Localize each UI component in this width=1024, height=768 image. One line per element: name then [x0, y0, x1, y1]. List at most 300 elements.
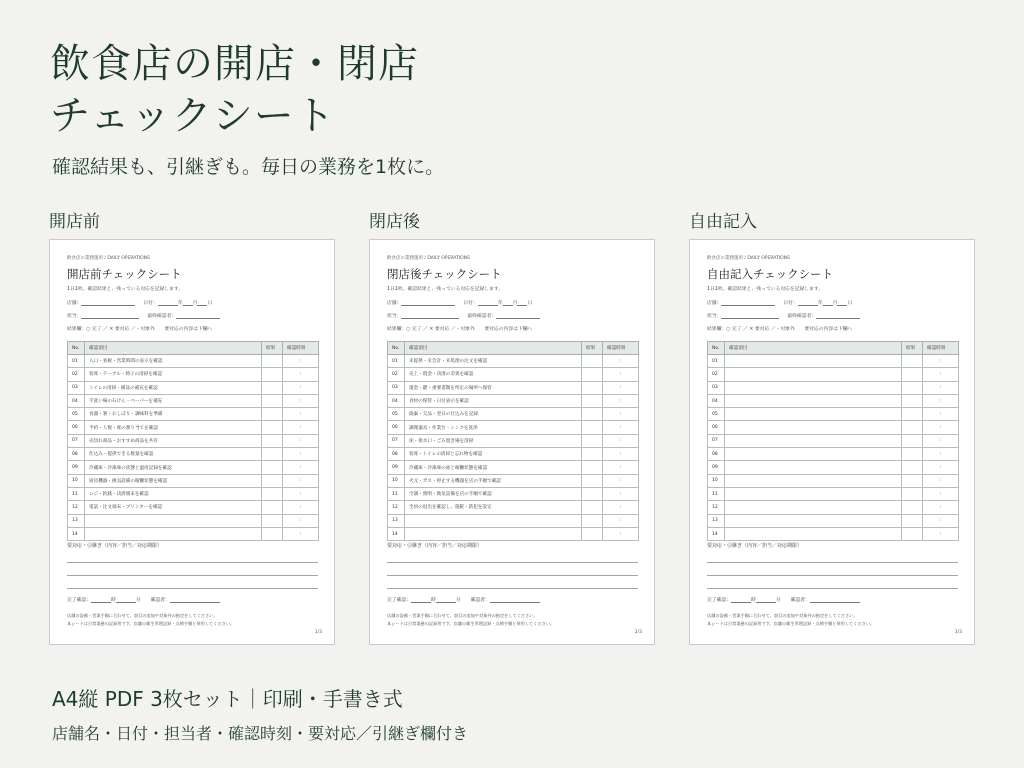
- fill-in-line: [756, 597, 776, 603]
- row-result-cell: [902, 408, 923, 421]
- row-number: 11: [388, 487, 405, 500]
- store-label: 店舗：: [67, 301, 82, 306]
- date-label: 日付：: [783, 301, 798, 306]
- row-item: [725, 487, 902, 500]
- followup-line: [707, 575, 958, 576]
- row-number: 11: [68, 487, 85, 500]
- row-number: 14: [708, 527, 725, 540]
- row-item: レジ・釣銭・決済端末を確認: [85, 487, 262, 500]
- row-time-cell: :: [283, 408, 319, 421]
- fill-in-line: [731, 597, 751, 603]
- fill-in-line: [401, 313, 459, 319]
- row-time-cell: :: [923, 368, 959, 381]
- row-time-cell: :: [923, 421, 959, 434]
- page-number: 2/3: [634, 630, 642, 635]
- col-item-header: 確認項目: [405, 342, 582, 355]
- row-item: [725, 355, 902, 368]
- row-number: 03: [388, 381, 405, 394]
- title-line-2: チェックシート: [50, 93, 336, 139]
- table-row: [68, 461, 319, 474]
- table-row: [388, 448, 639, 461]
- row-time-cell: :: [923, 514, 959, 527]
- final-checker-label: 最終確認者：: [467, 314, 497, 319]
- row-time-cell: :: [603, 527, 639, 540]
- completion-label: 完了確認：: [67, 598, 91, 603]
- row-result-cell: [262, 381, 283, 394]
- row-number: 11: [708, 487, 725, 500]
- year-label: 年: [497, 301, 503, 306]
- completion-label: 完了確認：: [387, 598, 411, 603]
- followup-line: [67, 562, 318, 563]
- row-result-cell: [262, 355, 283, 368]
- row-number: 07: [388, 434, 405, 447]
- row-item: 客席・トイレの清掃と忘れ物を確認: [405, 448, 582, 461]
- table-row: [68, 421, 319, 434]
- row-time-cell: :: [923, 448, 959, 461]
- row-number: 13: [68, 514, 85, 527]
- year-label: 年: [177, 301, 183, 306]
- followup-label: 要対応・引継ぎ（内容／担当／対応期限）: [707, 543, 803, 549]
- row-time-cell: :: [283, 514, 319, 527]
- col-result-header: 結果: [582, 342, 603, 355]
- fill-in-line: [798, 300, 818, 306]
- row-number: 12: [388, 501, 405, 514]
- row-item: [85, 514, 262, 527]
- row-result-cell: [902, 514, 923, 527]
- fill-in-line: [183, 300, 193, 306]
- table-row: [68, 487, 319, 500]
- row-time-cell: :: [603, 381, 639, 394]
- staff-label: 担当：: [387, 314, 402, 319]
- sheet-description: 1日1枚。確認結果と、残っている対応を記録します。: [707, 287, 824, 292]
- fill-in-line: [91, 597, 111, 603]
- row-result-cell: [902, 368, 923, 381]
- row-result-cell: [902, 501, 923, 514]
- followup-line: [387, 588, 638, 589]
- staff-label: 担当：: [707, 314, 722, 319]
- row-result-cell: [262, 461, 283, 474]
- hour-label: 時: [431, 598, 436, 603]
- row-item: [725, 448, 902, 461]
- row-time-cell: :: [283, 487, 319, 500]
- row-item: 客席・テーブル・椅子の清掃を確認: [85, 368, 262, 381]
- page-number: 3/3: [954, 630, 962, 635]
- row-result-cell: [582, 408, 603, 421]
- row-result-cell: [262, 474, 283, 487]
- confirmer-label: 確認者：: [790, 598, 810, 603]
- row-item: 厨房機器・換気設備の稼働状態を確認: [85, 474, 262, 487]
- row-result-cell: [582, 527, 603, 540]
- row-item: 手洗い場の石けん・ペーパーを補充: [85, 394, 262, 407]
- sheet-title: 開店前チェックシート: [67, 267, 182, 281]
- row-item: [725, 381, 902, 394]
- sheet-note-1: 店舗の設備・営業手順に合わせて、項目の追加や対象外の指定をしてください。: [67, 613, 218, 618]
- row-item: [725, 421, 902, 434]
- row-item: [725, 527, 902, 540]
- row-result-cell: [582, 394, 603, 407]
- completion-row: [707, 596, 860, 603]
- row-time-cell: :: [923, 381, 959, 394]
- sheet-label-free-entry: 自由記入: [689, 212, 757, 232]
- row-number: 12: [68, 501, 85, 514]
- row-time-cell: :: [283, 368, 319, 381]
- date-label: 日付：: [143, 301, 158, 306]
- row-item: 床・排水口・ごみ置き場を清掃: [405, 434, 582, 447]
- row-result-cell: [262, 487, 283, 500]
- row-time-cell: :: [923, 487, 959, 500]
- row-number: 05: [68, 408, 85, 421]
- table-row: [388, 501, 639, 514]
- title-line-1: 飲食店の開店・閉店: [50, 41, 419, 87]
- fill-in-line: [401, 300, 455, 306]
- row-item: [725, 461, 902, 474]
- row-item: [725, 368, 902, 381]
- row-item: 現金・鍵・重要書類を所定の場所へ保管: [405, 381, 582, 394]
- table-row: [388, 394, 639, 407]
- staff-row: [387, 312, 540, 319]
- row-result-cell: [262, 421, 283, 434]
- fill-in-line: [411, 597, 431, 603]
- sheet-description: 1日1枚。確認結果と、残っている対応を記録します。: [387, 287, 504, 292]
- row-number: 08: [388, 448, 405, 461]
- row-result-cell: [902, 421, 923, 434]
- row-time-cell: :: [923, 461, 959, 474]
- row-result-cell: [582, 421, 603, 434]
- row-result-cell: [902, 448, 923, 461]
- table-row: [68, 474, 319, 487]
- row-time-cell: :: [923, 501, 959, 514]
- fill-in-line: [478, 300, 498, 306]
- row-number: 06: [708, 421, 725, 434]
- sheet-preview-after-close: [369, 239, 655, 645]
- row-result-cell: [902, 434, 923, 447]
- fill-in-line: [81, 300, 135, 306]
- day-label: 日: [527, 301, 533, 306]
- store-label: 店舗：: [707, 301, 722, 306]
- row-number: 07: [708, 434, 725, 447]
- fill-in-line: [197, 300, 207, 306]
- table-header: [708, 342, 959, 355]
- checklist-table: [67, 341, 319, 541]
- sheet-note-1: 店舗の設備・営業手順に合わせて、項目の追加や対象外の指定をしてください。: [387, 613, 538, 618]
- row-number: 14: [388, 527, 405, 540]
- row-result-cell: [262, 394, 283, 407]
- date-label: 日付：: [463, 301, 478, 306]
- row-result-cell: [902, 394, 923, 407]
- row-time-cell: :: [603, 394, 639, 407]
- row-number: 12: [708, 501, 725, 514]
- row-time-cell: :: [283, 381, 319, 394]
- followup-line: [387, 575, 638, 576]
- row-item: 廃棄・欠品・翌日の仕込みを記録: [405, 408, 582, 421]
- month-label: 月: [512, 301, 518, 306]
- row-result-cell: [582, 448, 603, 461]
- table-row: [68, 368, 319, 381]
- table-row: [388, 487, 639, 500]
- row-item: [405, 527, 582, 540]
- sheet-note-2: 本シートは日常業務の記録用です。店舗の衛生管理記録・点検手順と併用してください。: [387, 621, 555, 626]
- row-number: 02: [388, 368, 405, 381]
- fill-in-line: [170, 597, 220, 603]
- col-result-header: 結果: [262, 342, 283, 355]
- followup-line: [707, 588, 958, 589]
- row-time-cell: :: [283, 394, 319, 407]
- row-item: [725, 408, 902, 421]
- sheet-label-after-close: 閉店後: [369, 212, 420, 232]
- checklist-table: [387, 341, 639, 541]
- row-item: 調理器具・作業台・シンクを洗浄: [405, 421, 582, 434]
- table-row: [708, 368, 959, 381]
- row-time-cell: :: [283, 448, 319, 461]
- row-time-cell: :: [603, 474, 639, 487]
- row-number: 09: [388, 461, 405, 474]
- table-row: [68, 501, 319, 514]
- row-number: 02: [708, 368, 725, 381]
- table-row: [388, 421, 639, 434]
- row-time-cell: :: [603, 461, 639, 474]
- page-title: [50, 38, 419, 142]
- followup-line: [707, 562, 958, 563]
- completion-row: [387, 596, 540, 603]
- row-item: 仕込み・提供できる数量を確認: [85, 448, 262, 461]
- sheet-preview-before-open: [49, 239, 335, 645]
- col-time-header: 確認時刻: [603, 342, 639, 355]
- row-result-cell: [902, 474, 923, 487]
- row-time-cell: :: [923, 434, 959, 447]
- hour-label: 時: [111, 598, 116, 603]
- row-item: [405, 514, 582, 527]
- row-result-cell: [582, 501, 603, 514]
- fill-in-line: [810, 597, 860, 603]
- sheet-note-2: 本シートは日常業務の記録用です。店舗の衛生管理記録・点検手順と併用してください。: [67, 621, 235, 626]
- table-row: [708, 355, 959, 368]
- fill-in-line: [503, 300, 513, 306]
- row-item: 冷蔵庫・冷凍庫の状態と温度記録を確認: [85, 461, 262, 474]
- row-item: 未提供・未会計・未処理の注文を確認: [405, 355, 582, 368]
- row-number: 05: [388, 408, 405, 421]
- hour-label: 時: [751, 598, 756, 603]
- row-number: 14: [68, 527, 85, 540]
- row-result-cell: [902, 381, 923, 394]
- col-no-header: No.: [68, 342, 85, 355]
- table-row: [708, 408, 959, 421]
- col-result-header: 結果: [902, 342, 923, 355]
- row-number: 10: [68, 474, 85, 487]
- sheet-title: 閉店後チェックシート: [387, 267, 502, 281]
- row-number: 01: [708, 355, 725, 368]
- sheet-title: 自由記入チェックシート: [707, 267, 834, 281]
- day-label: 日: [207, 301, 213, 306]
- table-row: [708, 527, 959, 540]
- table-row: [68, 527, 319, 540]
- result-legend: 結果欄：○ 完了 ／ × 要対応 ／ - 対象外 要対応の内容は下欄へ: [67, 327, 213, 332]
- month-label: 月: [192, 301, 198, 306]
- row-time-cell: :: [283, 434, 319, 447]
- result-legend: 結果欄：○ 完了 ／ × 要対応 ／ - 対象外 要対応の内容は下欄へ: [387, 327, 533, 332]
- row-result-cell: [902, 487, 923, 500]
- row-result-cell: [262, 434, 283, 447]
- sheet-kicker: 飲食店の業務運用 / DAILY OPERATIONS: [707, 256, 790, 261]
- sheet-label-before-open: 開店前: [49, 212, 100, 232]
- row-item: 全員の退出を確認し、施錠・防犯を設定: [405, 501, 582, 514]
- row-time-cell: :: [923, 355, 959, 368]
- row-time-cell: :: [283, 355, 319, 368]
- row-item: トイレの清掃・備品の補充を確認: [85, 381, 262, 394]
- row-time-cell: :: [283, 461, 319, 474]
- table-row: [708, 461, 959, 474]
- row-item: [725, 394, 902, 407]
- row-result-cell: [262, 527, 283, 540]
- fill-in-line: [721, 313, 779, 319]
- table-header: [68, 342, 319, 355]
- followup-label: 要対応・引継ぎ（内容／担当／対応期限）: [67, 543, 163, 549]
- sheet-preview-free-entry: [689, 239, 975, 645]
- minute-label: 分: [455, 598, 461, 603]
- row-result-cell: [902, 527, 923, 540]
- fill-in-line: [176, 313, 220, 319]
- sheet-note-2: 本シートは日常業務の記録用です。店舗の衛生管理記録・点検手順と併用してください。: [707, 621, 875, 626]
- col-time-header: 確認時刻: [923, 342, 959, 355]
- row-number: 03: [708, 381, 725, 394]
- col-time-header: 確認時刻: [283, 342, 319, 355]
- staff-row: [707, 312, 860, 319]
- row-time-cell: :: [283, 474, 319, 487]
- row-item: 食材の保管・日付表示を確認: [405, 394, 582, 407]
- col-no-header: No.: [708, 342, 725, 355]
- row-number: 08: [68, 448, 85, 461]
- row-time-cell: :: [283, 527, 319, 540]
- fill-in-line: [81, 313, 139, 319]
- row-number: 09: [708, 461, 725, 474]
- row-item: [725, 501, 902, 514]
- store-date-row: [67, 299, 212, 306]
- row-result-cell: [582, 474, 603, 487]
- row-time-cell: :: [603, 421, 639, 434]
- store-date-row: [707, 299, 852, 306]
- final-checker-label: 最終確認者：: [147, 314, 177, 319]
- row-number: 04: [388, 394, 405, 407]
- row-time-cell: :: [923, 408, 959, 421]
- sheet-kicker: 飲食店の業務運用 / DAILY OPERATIONS: [387, 256, 470, 261]
- table-row: [388, 355, 639, 368]
- table-row: [388, 527, 639, 540]
- row-item: 電話・注文端末・プリンターを確認: [85, 501, 262, 514]
- row-result-cell: [902, 461, 923, 474]
- row-number: 13: [708, 514, 725, 527]
- row-result-cell: [262, 501, 283, 514]
- table-row: [708, 474, 959, 487]
- completion-row: [67, 596, 220, 603]
- row-number: 03: [68, 381, 85, 394]
- table-row: [708, 514, 959, 527]
- row-item: 冷蔵庫・冷凍庫の扉と稼働状態を確認: [405, 461, 582, 474]
- row-result-cell: [582, 434, 603, 447]
- row-number: 04: [708, 394, 725, 407]
- result-legend: 結果欄：○ 完了 ／ × 要対応 ／ - 対象外 要対応の内容は下欄へ: [707, 327, 853, 332]
- row-time-cell: :: [283, 421, 319, 434]
- row-result-cell: [582, 355, 603, 368]
- row-time-cell: :: [603, 448, 639, 461]
- row-item: [85, 527, 262, 540]
- row-time-cell: :: [603, 514, 639, 527]
- table-header: [388, 342, 639, 355]
- col-item-header: 確認項目: [725, 342, 902, 355]
- table-row: [68, 355, 319, 368]
- table-row: [708, 448, 959, 461]
- row-item: 食器・箸・おしぼり・調味料を準備: [85, 408, 262, 421]
- row-time-cell: :: [283, 501, 319, 514]
- day-label: 日: [847, 301, 853, 306]
- row-result-cell: [262, 448, 283, 461]
- row-number: 04: [68, 394, 85, 407]
- fill-in-line: [496, 313, 540, 319]
- footer-format-info: A4縦 PDF 3枚セット｜印刷・手書き式: [52, 687, 403, 711]
- confirmer-label: 確認者：: [470, 598, 490, 603]
- table-row: [388, 474, 639, 487]
- row-item: 売切れ商品・おすすめ商品を共有: [85, 434, 262, 447]
- table-row: [68, 434, 319, 447]
- fill-in-line: [158, 300, 178, 306]
- row-number: 07: [68, 434, 85, 447]
- row-time-cell: :: [603, 368, 639, 381]
- row-number: 02: [68, 368, 85, 381]
- table-row: [68, 394, 319, 407]
- followup-line: [67, 575, 318, 576]
- row-item: [725, 434, 902, 447]
- followup-line: [387, 562, 638, 563]
- row-item: [725, 474, 902, 487]
- row-result-cell: [582, 368, 603, 381]
- row-result-cell: [582, 461, 603, 474]
- row-time-cell: :: [603, 434, 639, 447]
- fill-in-line: [490, 597, 540, 603]
- sheet-note-1: 店舗の設備・営業手順に合わせて、項目の追加や対象外の指定をしてください。: [707, 613, 858, 618]
- table-row: [708, 434, 959, 447]
- row-time-cell: :: [923, 527, 959, 540]
- row-time-cell: :: [603, 501, 639, 514]
- row-number: 10: [708, 474, 725, 487]
- fill-in-line: [823, 300, 833, 306]
- checklist-table: [707, 341, 959, 541]
- footer-features: 店舗名・日付・担当者・確認時刻・要対応／引継ぎ欄付き: [52, 724, 469, 743]
- fill-in-line: [837, 300, 847, 306]
- row-item: 空調・照明・換気設備を店の手順で確認: [405, 487, 582, 500]
- followup-label: 要対応・引継ぎ（内容／担当／対応期限）: [387, 543, 483, 549]
- row-number: 05: [708, 408, 725, 421]
- col-no-header: No.: [388, 342, 405, 355]
- table-row: [68, 514, 319, 527]
- confirmer-label: 確認者：: [150, 598, 170, 603]
- store-date-row: [387, 299, 532, 306]
- row-number: 06: [388, 421, 405, 434]
- month-label: 月: [832, 301, 838, 306]
- row-result-cell: [582, 487, 603, 500]
- row-result-cell: [262, 514, 283, 527]
- row-time-cell: :: [923, 394, 959, 407]
- row-number: 01: [68, 355, 85, 368]
- table-row: [708, 501, 959, 514]
- store-label: 店舗：: [387, 301, 402, 306]
- row-result-cell: [582, 381, 603, 394]
- minute-label: 分: [135, 598, 141, 603]
- page-number: 1/3: [314, 630, 322, 635]
- row-item: 火元・ガス・停止する機器を店の手順で確認: [405, 474, 582, 487]
- table-row: [388, 381, 639, 394]
- row-result-cell: [902, 355, 923, 368]
- fill-in-line: [436, 597, 456, 603]
- sheet-description: 1日1枚。確認結果と、残っている対応を記録します。: [67, 287, 184, 292]
- fill-in-line: [816, 313, 860, 319]
